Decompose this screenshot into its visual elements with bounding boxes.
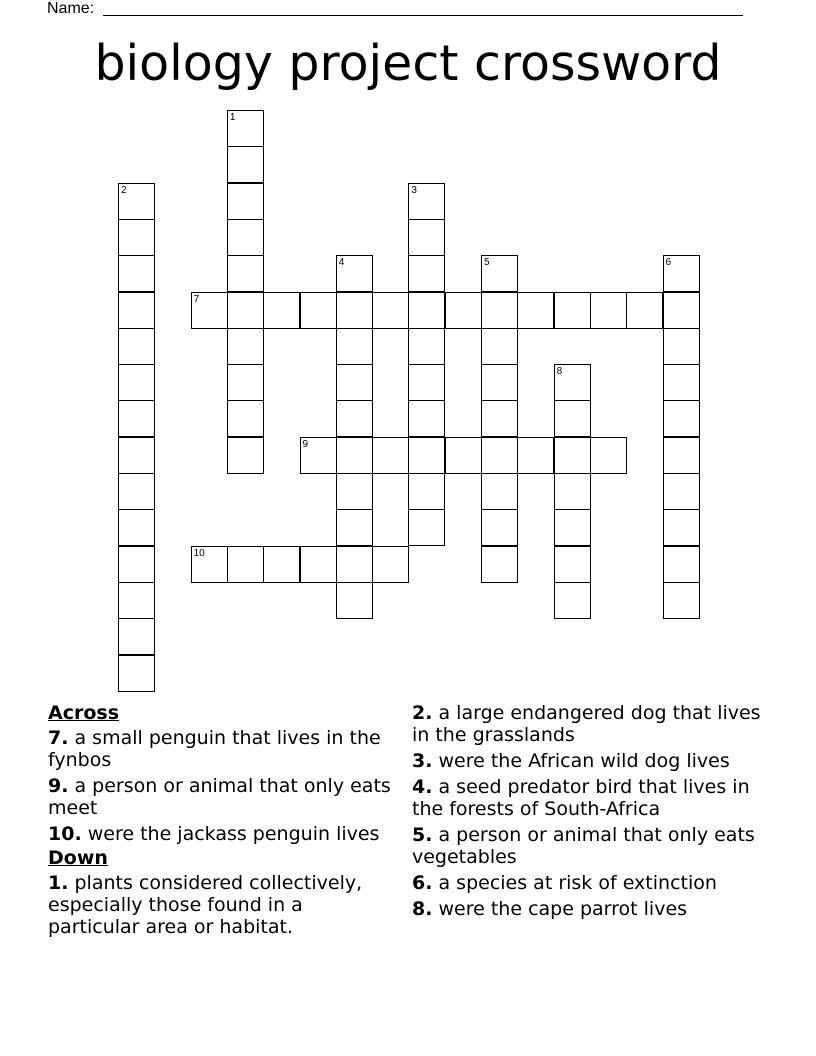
- name-label: Name:: [47, 0, 95, 17]
- grid-cell[interactable]: [663, 292, 700, 329]
- grid-cell[interactable]: [227, 400, 264, 437]
- cell-number: 1: [229, 112, 236, 123]
- grid-cell[interactable]: [336, 292, 373, 329]
- grid-cell[interactable]: [372, 437, 409, 474]
- grid-cell[interactable]: [590, 437, 627, 474]
- grid-cell[interactable]: [336, 546, 373, 583]
- grid-cell[interactable]: [118, 582, 155, 619]
- cell-number: 7: [193, 293, 200, 305]
- grid-cell[interactable]: [372, 546, 409, 583]
- grid-cell[interactable]: [227, 219, 264, 256]
- grid-cell[interactable]: [336, 255, 373, 292]
- clues-column-right: [412, 702, 764, 924]
- grid-cell[interactable]: [300, 546, 337, 583]
- grid-cell[interactable]: [517, 292, 554, 329]
- grid-cell[interactable]: [118, 400, 155, 437]
- grid-cell[interactable]: [227, 183, 264, 220]
- clue-text: a person or animal that only eats vegetables: [412, 824, 755, 868]
- grid-cell[interactable]: [408, 400, 445, 437]
- grid-cell[interactable]: [663, 473, 700, 510]
- grid-cell[interactable]: [408, 437, 445, 474]
- grid-cell[interactable]: [445, 437, 482, 474]
- clue-text: a seed predator bird that lives in the forests of South-Africa: [412, 776, 750, 820]
- grid-cell[interactable]: [336, 582, 373, 619]
- grid-cell[interactable]: [118, 219, 155, 256]
- grid-cell[interactable]: [554, 292, 591, 329]
- grid-cell[interactable]: [663, 437, 700, 474]
- grid-cell[interactable]: [336, 473, 373, 510]
- grid-cell[interactable]: [481, 364, 518, 401]
- grid-cell[interactable]: [227, 110, 264, 147]
- grid-cell[interactable]: [263, 292, 300, 329]
- grid-cell[interactable]: [118, 546, 155, 583]
- clue-across-7: [48, 727, 400, 771]
- grid-cell[interactable]: [663, 400, 700, 437]
- clue-down-4: [412, 776, 764, 820]
- grid-cell[interactable]: [663, 546, 700, 583]
- grid-cell[interactable]: [227, 546, 264, 583]
- grid-cell[interactable]: [227, 146, 264, 183]
- grid-cell[interactable]: [336, 509, 373, 546]
- cell-number: 8: [556, 366, 563, 378]
- grid-cell[interactable]: [227, 364, 264, 401]
- grid-cell[interactable]: [554, 546, 591, 583]
- grid-cell[interactable]: [372, 292, 409, 329]
- clue-down-1: [48, 872, 400, 938]
- clues-column-left: [48, 702, 400, 942]
- grid-cell[interactable]: [118, 183, 155, 220]
- grid-cell[interactable]: [481, 546, 518, 583]
- clue-text: plants considered collectively, especially those found in a particular area or habitat.: [48, 872, 363, 938]
- grid-cell[interactable]: [663, 364, 700, 401]
- clue-down-8: [412, 898, 764, 920]
- across-heading: Across: [48, 702, 120, 724]
- clue-text: a small penguin that lives in the fynbos: [48, 727, 381, 771]
- cell-number: 4: [338, 257, 345, 269]
- grid-cell[interactable]: [118, 473, 155, 510]
- grid-cell[interactable]: [227, 437, 264, 474]
- grid-cell[interactable]: [554, 509, 591, 546]
- grid-cell[interactable]: [408, 364, 445, 401]
- grid-cell[interactable]: [227, 328, 264, 365]
- grid-cell[interactable]: [481, 328, 518, 365]
- page-title: biology project crossword: [94, 35, 722, 92]
- grid-cell[interactable]: [663, 328, 700, 365]
- grid-cell[interactable]: [408, 292, 445, 329]
- clue-down-2: [412, 702, 764, 746]
- cell-number: 2: [121, 184, 127, 196]
- clue-text: were the cape parrot lives: [438, 898, 688, 920]
- clue-across-10: [48, 823, 400, 845]
- grid-cell[interactable]: [300, 437, 337, 474]
- grid-cell[interactable]: [191, 546, 228, 583]
- clue-number: 2.: [412, 702, 433, 724]
- grid-cell[interactable]: [118, 655, 155, 692]
- cell-number: 10: [193, 547, 205, 559]
- clue-number: 7.: [48, 727, 69, 749]
- grid-cell[interactable]: [626, 292, 663, 329]
- clue-number: 9.: [48, 775, 69, 797]
- clue-text: were the jackass penguin lives: [87, 823, 380, 845]
- cell-number: 5: [484, 257, 490, 269]
- cell-number: 3: [411, 184, 417, 196]
- grid-cell[interactable]: [300, 292, 337, 329]
- clue-number: 5.: [412, 824, 433, 846]
- grid-cell[interactable]: [118, 328, 155, 365]
- clue-text: a large endangered dog that lives in the grasslands: [412, 702, 761, 746]
- grid-cell[interactable]: [481, 292, 518, 329]
- down-heading: Down: [48, 847, 108, 869]
- grid-cell[interactable]: [408, 328, 445, 365]
- grid-cell[interactable]: [191, 292, 228, 329]
- clue-text: a species at risk of extinction: [438, 872, 717, 894]
- grid-cell[interactable]: [481, 437, 518, 474]
- grid-cell[interactable]: [590, 292, 627, 329]
- cell-number: 9: [302, 438, 309, 450]
- grid-cell[interactable]: [554, 437, 591, 474]
- grid-cell[interactable]: [336, 400, 373, 437]
- clue-number: 8.: [412, 898, 433, 920]
- grid-cell[interactable]: [118, 437, 155, 474]
- grid-cell[interactable]: [481, 400, 518, 437]
- clue-down-5: [412, 824, 764, 868]
- clue-text: were the African wild dog lives: [438, 750, 730, 772]
- clue-number: 1.: [48, 872, 69, 894]
- grid-cell[interactable]: [118, 618, 155, 655]
- grid-cell[interactable]: [554, 473, 591, 510]
- clue-down-6: [412, 872, 764, 894]
- grid-cell[interactable]: [118, 255, 155, 292]
- grid-cell[interactable]: [336, 437, 373, 474]
- grid-cell[interactable]: [408, 183, 445, 220]
- clue-number: 3.: [412, 750, 433, 772]
- grid-cell[interactable]: [445, 292, 482, 329]
- grid-cell[interactable]: [663, 255, 700, 292]
- grid-cell[interactable]: [118, 292, 155, 329]
- grid-cell[interactable]: [517, 437, 554, 474]
- grid-cell[interactable]: [118, 509, 155, 546]
- grid-cell[interactable]: [481, 473, 518, 510]
- clue-across-9: [48, 775, 400, 819]
- grid-cell[interactable]: [227, 292, 264, 329]
- grid-cell[interactable]: [663, 582, 700, 619]
- grid-cell[interactable]: [554, 400, 591, 437]
- grid-cell[interactable]: [481, 509, 518, 546]
- clue-down-3: [412, 750, 764, 772]
- grid-cell[interactable]: [336, 328, 373, 365]
- grid-cell[interactable]: [408, 219, 445, 256]
- clue-number: 6.: [412, 872, 433, 894]
- grid-cell[interactable]: [118, 364, 155, 401]
- grid-cell[interactable]: [554, 364, 591, 401]
- grid-cell[interactable]: [554, 582, 591, 619]
- grid-cell[interactable]: [263, 546, 300, 583]
- grid-cell[interactable]: [481, 255, 518, 292]
- cell-number: 6: [665, 257, 672, 269]
- clue-number: 4.: [412, 776, 433, 798]
- grid-cell[interactable]: [408, 255, 445, 292]
- grid-cell[interactable]: [408, 509, 445, 546]
- grid-cell[interactable]: [663, 509, 700, 546]
- clue-number: 10.: [48, 823, 82, 845]
- clue-text: a person or animal that only eats meet: [48, 775, 391, 819]
- grid-cell[interactable]: [336, 364, 373, 401]
- grid-cell[interactable]: [227, 255, 264, 292]
- grid-cell[interactable]: [408, 473, 445, 510]
